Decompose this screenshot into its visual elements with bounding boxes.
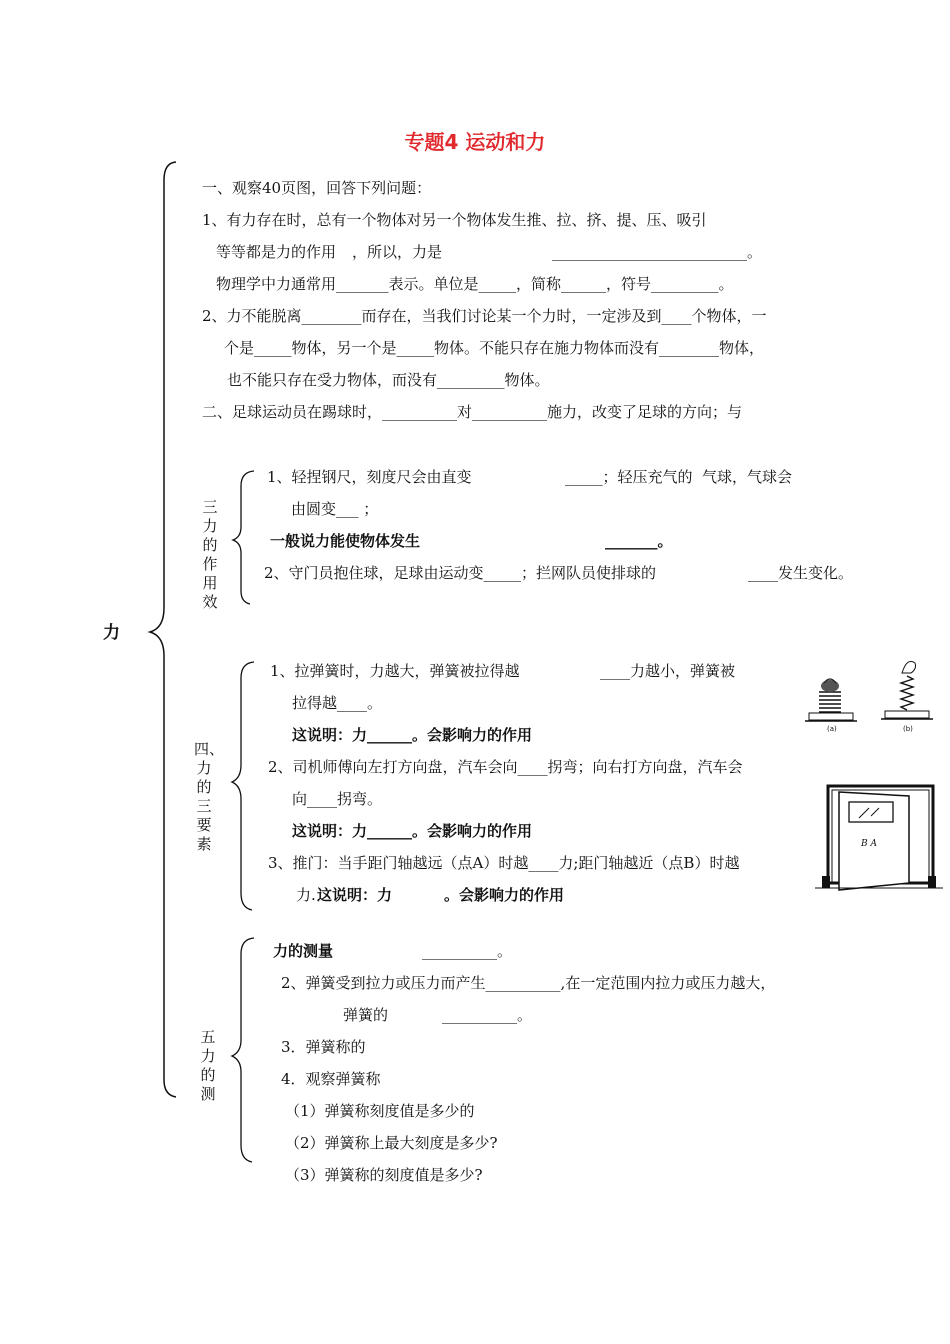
door-figure — [815, 780, 945, 895]
sec5-line5: 4．观察弹簧称 — [281, 1070, 381, 1088]
sec4-line8a: 力. — [296, 886, 316, 904]
sec4-line5: 向____拐弯。 — [292, 790, 383, 808]
door-letters: B A — [861, 839, 877, 849]
sec5-line1b: __________。 — [422, 942, 513, 960]
sec5-label: 五力的测 — [200, 1028, 216, 1103]
sec5-line3b: __________。 — [442, 1006, 533, 1024]
sec3-label: 三力的作用效 — [202, 498, 218, 611]
sec4-brace — [232, 662, 254, 910]
sec3-brace — [233, 471, 254, 604]
sec3-line1a: 1、轻捏钢尺，刻度尺会由直变 — [267, 468, 472, 486]
sec4-line1b: ____力越小，弹簧被 — [600, 662, 736, 680]
sec4-line2: 拉得越____。 — [292, 694, 383, 712]
sec4-line8b: 这说明：力 — [317, 886, 393, 904]
sec3-line1c: 气球，气球会 — [702, 468, 793, 486]
main-brace — [150, 162, 176, 1097]
sec3-line3b: _______。 — [605, 532, 673, 550]
sec3-line4b: ____发生变化。 — [748, 564, 854, 582]
sec4-line3: 这说明：力______。会影响力的作用 — [292, 726, 533, 744]
spring-b-label: (b) — [903, 725, 913, 733]
sec2-line: 二、足球运动员在踢球时，__________对__________施力，改变了足球的方向；与 — [202, 403, 743, 421]
sec4-line4: 2、司机师傅向左打方向盘，汽车会向____拐弯；向右打方向盘，汽车会 — [268, 758, 743, 776]
sec5-line1a: 力的测量 — [273, 942, 334, 960]
sec4-line6: 这说明：力______。会影响力的作用 — [292, 822, 533, 840]
sec5-line6: （1）弹簧称刻度值是多少的 — [285, 1102, 475, 1120]
sec3-line4a: 2、守门员抱住球，足球由运动变_____；拦网队员使排球的 — [264, 564, 657, 582]
sec5-line4: 3．弹簧称的 — [281, 1038, 366, 1056]
sec1-line5: 个是_____物体，另一个是_____物体。不能只存在施力物体而没有________物体， — [224, 339, 765, 357]
page-title: 专题4 运动和力 — [404, 130, 546, 154]
sec3-line1b: _____；轻压充气的 — [565, 468, 693, 486]
sec1-line6: 也不能只存在受力物体，而没有_________物体。 — [227, 371, 550, 389]
sec4-line7: 3、推门：当手距门轴越远（点A）时越____力;距门轴越近（点B）时越 — [268, 854, 740, 872]
sec1-line3: 物理学中力通常用_______表示。单位是_____，简称______，符号_________。 — [216, 275, 734, 293]
sec1-line2b: ，所以，力是 — [352, 243, 443, 261]
sec3-line3a: 一般说力能使物体发生 — [270, 532, 421, 550]
sec1-line4: 2、力不能脱离________而存在，当我们讨论某一个力时，一定涉及到____个物体，一 — [202, 307, 767, 325]
spring-figure — [805, 655, 945, 740]
sec5-line3a: 弹簧的 — [343, 1006, 389, 1024]
sec1-line2a: 等等都是力的作用 — [216, 243, 337, 261]
sec4-label: 四、力的三要素 — [194, 740, 225, 853]
sec5-brace — [232, 938, 254, 1162]
main-label: 力 — [103, 623, 120, 643]
sec4-line1a: 1、拉弹簧时，力越大，弹簧被拉得越 — [270, 662, 520, 680]
sec4-line8c: 。会影响力的作用 — [444, 886, 565, 904]
sec5-line7: （2）弹簧称上最大刻度是多少? — [285, 1134, 498, 1152]
sec5-line2: 2、弹簧受到拉力或压力而产生__________,在一定范围内拉力或压力越大， — [281, 974, 776, 992]
sec1-line2c: __________________________。 — [552, 243, 763, 261]
sec1-heading: 一、观察40页图，回答下列问题： — [202, 179, 432, 197]
sec3-line2: 由圆变___ ； — [291, 500, 379, 518]
spring-a-label: (a) — [827, 725, 837, 733]
sec5-line8: （3）弹簧称的刻度值是多少? — [285, 1166, 483, 1184]
sec1-line1: 1、有力存在时，总有一个物体对另一个物体发生推、拉、挤、提、压、吸引 — [202, 211, 707, 229]
